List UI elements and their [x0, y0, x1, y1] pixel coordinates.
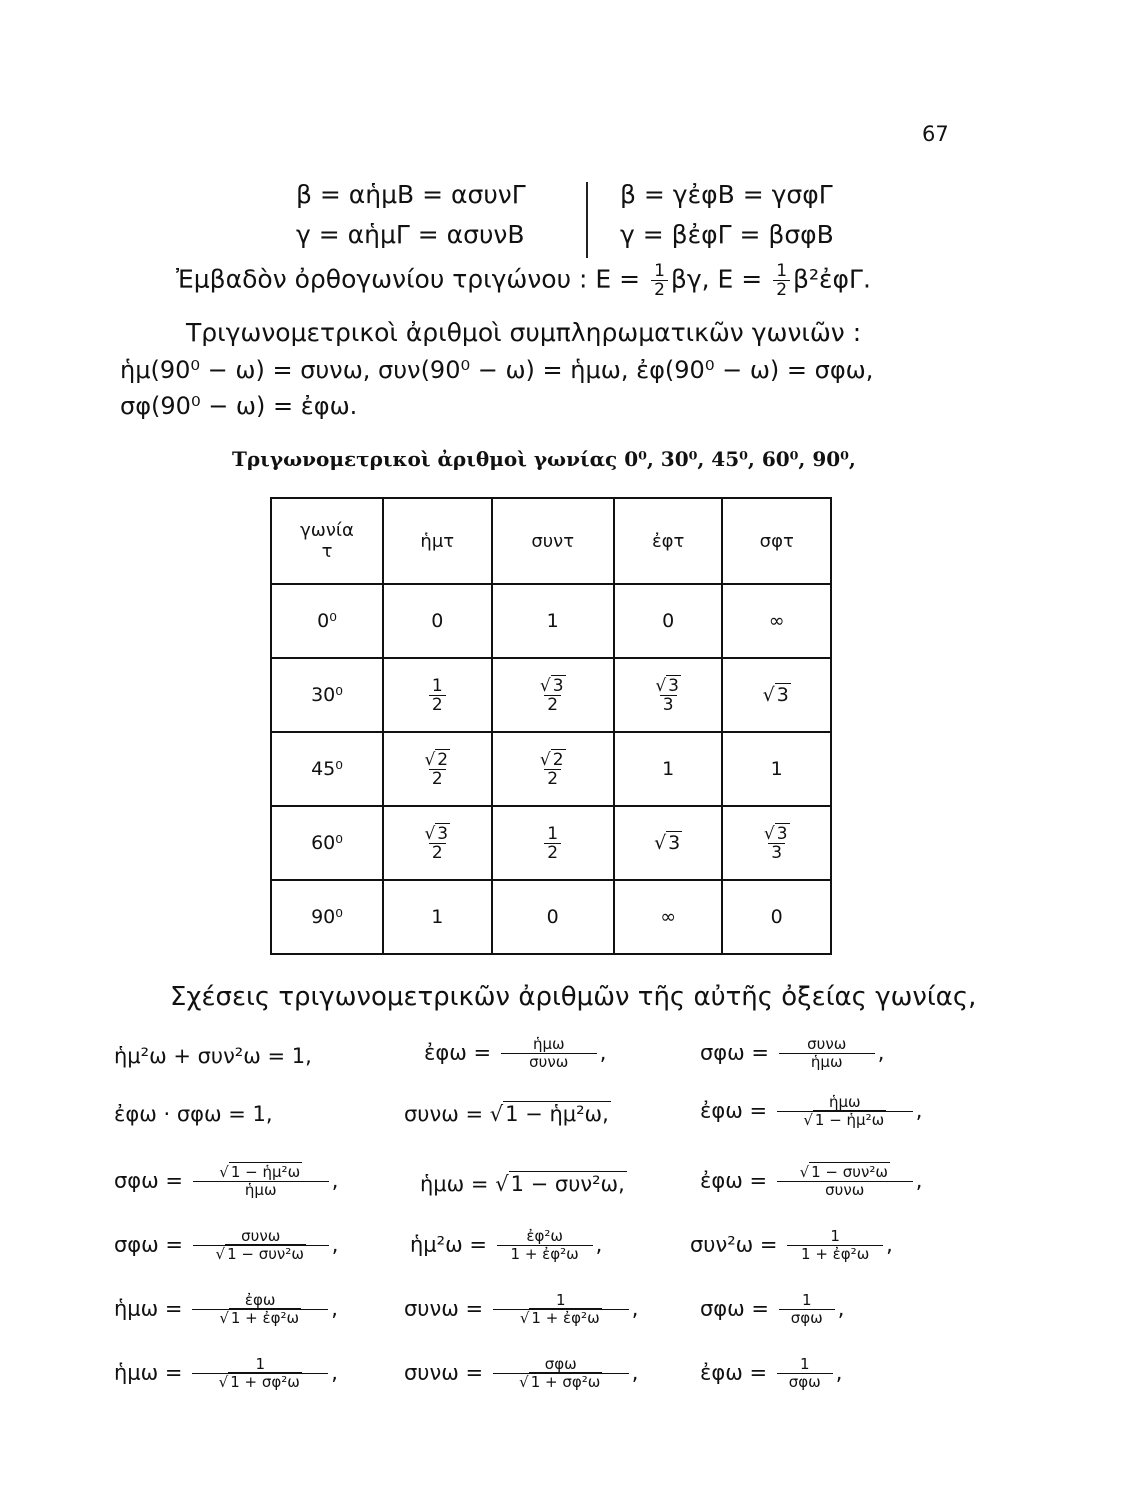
- frac-den: 3: [660, 695, 677, 714]
- fraction: [777, 1356, 833, 1391]
- frac-num: 1: [555, 1291, 566, 1309]
- radicand: 3: [668, 675, 679, 696]
- frac-num: 1: [830, 1227, 840, 1245]
- cell-cot: 1: [722, 732, 831, 806]
- area-e2-lhs: Ε =: [717, 264, 763, 294]
- radicand: 3: [437, 823, 449, 844]
- equation-gamma-left: γ = αἡμΓ = ασυνΒ: [296, 220, 525, 249]
- area-e1-lhs: Ε =: [595, 264, 641, 294]
- cell-cos: [492, 806, 614, 880]
- cell-cos: [492, 732, 614, 806]
- radicand: 1 − συν²ω,: [510, 1172, 625, 1196]
- area-label: Ἐμβαδὸν ὀρθογωνίου τριγώνου :: [176, 264, 588, 294]
- fraction: [779, 1036, 875, 1071]
- radicand: 1 − ἡμ²ω,: [505, 1102, 609, 1126]
- frac-num: √ 1 − ἡμ²ω: [219, 1163, 301, 1181]
- equation-gamma-right: γ = βἐφΓ = βσφΒ: [620, 220, 834, 249]
- header-cot: σφτ: [722, 498, 831, 584]
- radicand: 3: [776, 823, 788, 844]
- cell-angle: 60⁰: [271, 806, 383, 880]
- frac-den: √ 1 − ἡμ²ω: [777, 1111, 913, 1129]
- lhs: ἡμω =: [114, 1296, 183, 1321]
- relation-sin-from-tan: ἡμω = $\frac{\text{ἐφω}}{\text{√ 1 + ἐφ²ω}}$ ,: [114, 1291, 338, 1327]
- header-cos: συντ: [492, 498, 614, 584]
- radicand: 1 − συν²ω: [811, 1163, 888, 1181]
- equation-beta-left: β = αἡμΒ = ασυνΓ: [296, 180, 526, 209]
- relation-cos-from-tan: συνω = $\frac{1}{\text{√ 1 + ἐφ²ω}}$ ,: [404, 1291, 639, 1327]
- lhs: ἡμω =: [420, 1172, 489, 1196]
- cell-tan: [614, 658, 723, 732]
- cell-angle: 30⁰: [271, 658, 383, 732]
- frac-den: ἡμω: [193, 1181, 329, 1199]
- header-sin: ἡμτ: [383, 498, 492, 584]
- column-divider: [586, 182, 588, 258]
- fraction: [537, 677, 569, 714]
- frac-num: συνω: [807, 1035, 847, 1053]
- relation-cos-from-cot: συνω = $\frac{\text{σφω}}{\text{√ 1 + σφ²ω}}$ ,: [404, 1355, 639, 1391]
- frac-num: συνω: [241, 1227, 281, 1245]
- cell-tan: 1: [614, 732, 723, 806]
- frac-num: 1: [799, 1355, 810, 1373]
- area-e2-fraction: [773, 262, 790, 299]
- cell-sin: [383, 732, 492, 806]
- lhs: ἐφω =: [700, 1360, 768, 1385]
- table-row: [271, 584, 831, 658]
- frac-num: √ 1 − συν²ω: [799, 1163, 888, 1181]
- table-header-row: [271, 498, 831, 584]
- fraction: [787, 1228, 883, 1263]
- fraction: [652, 677, 684, 714]
- fraction: [777, 1094, 913, 1129]
- frac-den: 2: [773, 280, 790, 299]
- fraction: [193, 1164, 329, 1199]
- frac-num: ἡμω: [828, 1093, 861, 1111]
- trig-values-table: [270, 497, 832, 955]
- relation-cot-from-sin: σφω = $\frac{\text{√ 1 − ἡμ²ω}}{\text{ἡμω}}$ ,: [114, 1163, 339, 1199]
- lhs: σφω =: [700, 1296, 770, 1321]
- frac-num: 1: [776, 261, 788, 281]
- area-e1-fraction: [651, 262, 668, 299]
- complementary-line-1: ἡμ(90⁰ − ω) = συνω, συν(90⁰ − ω) = ἡμω, ἐφ(90⁰ − ω) = σφω,: [120, 356, 874, 384]
- cell-angle: 45⁰: [271, 732, 383, 806]
- radicand: 1 − ἡμ²ω: [230, 1163, 301, 1181]
- table-row: [271, 806, 831, 880]
- frac-den: συνω: [501, 1053, 597, 1071]
- frac-den: 3: [768, 843, 785, 862]
- lhs: ἐφω =: [424, 1040, 492, 1065]
- frac-num: √ 3: [424, 823, 449, 844]
- fraction: [192, 1292, 328, 1327]
- radicand: 1 − ἡμ²ω: [814, 1111, 885, 1129]
- relation-sin-squared: ἡμ²ω = $\frac{\text{ἐφ²ω}}{\text{1 + ἐφ²ω}}$ ,: [410, 1227, 603, 1263]
- frac-den: √ 1 + σφ²ω: [493, 1373, 629, 1391]
- frac-num: ἐφω: [244, 1291, 276, 1309]
- radicand: 1 + σφ²ω: [230, 1373, 300, 1391]
- header-tan: ἐφτ: [614, 498, 723, 584]
- fraction: [493, 1356, 629, 1391]
- sqrt: √1 − συν²ω,: [495, 1172, 625, 1196]
- header-angle-line1: γωνία: [300, 520, 354, 541]
- fraction: [493, 1292, 629, 1327]
- table-caption: Τριγωνομετρικοὶ ἀριθμοὶ γωνίας 0⁰, 30⁰, 45⁰, 60⁰, 90⁰,: [232, 447, 856, 471]
- frac-den: 2: [429, 843, 446, 862]
- cell-tan: [614, 806, 723, 880]
- lhs: συνω =: [404, 1360, 484, 1385]
- fraction: [761, 825, 793, 862]
- cell-cos: 1: [492, 584, 614, 658]
- frac-den: συνω: [777, 1181, 913, 1199]
- lhs: σφω =: [114, 1232, 184, 1257]
- page-number: 67: [922, 122, 949, 146]
- frac-den: 2: [429, 695, 446, 714]
- fraction: [429, 677, 446, 714]
- cell-cot: ∞: [722, 584, 831, 658]
- complementary-line-2: σφ(90⁰ − ω) = ἐφω.: [120, 392, 358, 420]
- lhs: συνω =: [404, 1102, 484, 1126]
- frac-den: 2: [544, 695, 561, 714]
- fraction: [192, 1356, 328, 1391]
- equation-beta-right: β = γἐφΒ = γσφΓ: [620, 180, 833, 209]
- frac-den: √ 1 + σφ²ω: [192, 1373, 328, 1391]
- frac-den: 2: [651, 280, 668, 299]
- cell-angle: 0⁰: [271, 584, 383, 658]
- frac-num: σφω: [544, 1355, 577, 1373]
- fraction: [777, 1164, 913, 1199]
- frac-num: √ 2: [539, 749, 564, 770]
- fraction: [544, 825, 561, 862]
- complementary-title: Τριγωνομετρικοὶ ἀριθμοὶ συμπληρωματικῶν γωνιῶν :: [186, 318, 862, 347]
- relations-title: Σχέσεις τριγωνομετρικῶν ἀριθμῶν τῆς αὐτῆς ὀξείας γωνίας,: [170, 982, 977, 1012]
- area-e2-rhs: β²ἐφΓ.: [793, 264, 871, 294]
- frac-den: 1 + ἐφ²ω: [497, 1245, 593, 1263]
- frac-den: 1 + ἐφ²ω: [787, 1245, 883, 1263]
- header-angle-line2: τ: [321, 541, 333, 562]
- cell-tan: ∞: [614, 880, 723, 954]
- lhs: ἐφω =: [700, 1168, 768, 1193]
- cell-sin: [383, 658, 492, 732]
- cell-cos: 0: [492, 880, 614, 954]
- lhs: σφω =: [700, 1040, 770, 1065]
- frac-num: √ 2: [424, 749, 449, 770]
- relation-cos-squared: συν²ω = $\frac{1}{\text{1 + ἐφ²ω}}$ ,: [690, 1227, 893, 1263]
- cell-tan: 0: [614, 584, 723, 658]
- radicand: 1 + σφ²ω: [530, 1373, 601, 1391]
- relation-cot-ratio: σφω = $\frac{\text{συνω}}{\text{ἡμω}}$ ,: [700, 1035, 885, 1071]
- frac-num: 1: [255, 1355, 265, 1373]
- cell-sin: 0: [383, 584, 492, 658]
- relation-sin-from-cos: [420, 1172, 627, 1196]
- frac-den: √ 1 + ἐφ²ω: [192, 1309, 328, 1327]
- lhs: συν²ω =: [690, 1232, 778, 1257]
- frac-den: σφω: [777, 1373, 833, 1391]
- frac-den: 2: [429, 769, 446, 788]
- lhs: ἡμω =: [114, 1360, 183, 1385]
- frac-num: √ 3: [539, 675, 564, 696]
- lhs: σφω =: [114, 1168, 184, 1193]
- relation-cot-from-cos: σφω = $\frac{\text{συνω}}{\text{√ 1 − συν²ω}}$ ,: [114, 1227, 339, 1263]
- radicand: 3: [668, 832, 681, 854]
- fraction: [421, 751, 453, 788]
- lhs: συνω =: [404, 1296, 484, 1321]
- lhs: ἐφω =: [700, 1098, 768, 1123]
- frac-den: σφω: [779, 1309, 835, 1327]
- frac-num: ἐφ²ω: [526, 1227, 563, 1245]
- fraction: [421, 825, 453, 862]
- fraction: [497, 1228, 593, 1263]
- frac-num: 1: [654, 261, 665, 281]
- relation-cos-from-sin: [404, 1102, 611, 1126]
- frac-num: 1: [801, 1291, 812, 1309]
- table-row: [271, 732, 831, 806]
- cell-cot: [722, 806, 831, 880]
- radicand: 3: [776, 684, 789, 706]
- fraction: [537, 751, 569, 788]
- cell-angle: 90⁰: [271, 880, 383, 954]
- cell-cot: 0: [722, 880, 831, 954]
- lhs: ἡμ²ω =: [410, 1232, 487, 1257]
- radicand: 1 + ἐφ²ω: [230, 1309, 300, 1327]
- frac-den: √ 1 + ἐφ²ω: [493, 1309, 629, 1327]
- relation-cot-reciprocal: σφω = $\frac{1}{\text{σφω}}$ ,: [700, 1291, 845, 1327]
- radicand: 2: [437, 749, 449, 770]
- cell-cot: [722, 658, 831, 732]
- relation-tan-from-sin: ἐφω = $\frac{\text{ἡμω}}{\text{√ 1 − ἡμ²ω}}$ ,: [700, 1093, 923, 1129]
- radicand: 2: [552, 749, 564, 770]
- frac-num: √ 3: [655, 675, 679, 696]
- frac-num: ἡμω: [532, 1035, 565, 1053]
- cell-cos: [492, 658, 614, 732]
- fraction: [501, 1036, 597, 1071]
- table-row: [271, 880, 831, 954]
- cell-sin: [383, 806, 492, 880]
- relation-pythagorean: ἡμ²ω + συν²ω = 1,: [114, 1044, 312, 1068]
- sqrt: √1 − ἡμ²ω,: [489, 1102, 609, 1126]
- area-e1-rhs: βγ,: [670, 264, 710, 294]
- frac-num: 1: [431, 675, 443, 696]
- relation-tan-cot-product: ἐφω · σφω = 1,: [114, 1102, 273, 1126]
- relation-tan-reciprocal: ἐφω = $\frac{1}{\text{σφω}}$ ,: [700, 1355, 843, 1391]
- table-row: [271, 658, 831, 732]
- sqrt: √ 3: [762, 684, 789, 706]
- fraction: [779, 1292, 835, 1327]
- relation-tan-ratio: ἐφω = $\frac{\text{ἡμω}}{\text{συνω}}$ ,: [424, 1035, 607, 1071]
- relation-sin-from-cot: ἡμω = $\frac{1}{\text{√ 1 + σφ²ω}}$ ,: [114, 1355, 338, 1391]
- radicand: 1 + ἐφ²ω: [531, 1309, 600, 1327]
- header-angle: [271, 498, 383, 584]
- frac-den: 2: [544, 769, 561, 788]
- area-formula-line: [176, 262, 871, 299]
- fraction: [193, 1228, 329, 1263]
- frac-den: √ 1 − συν²ω: [193, 1245, 329, 1263]
- frac-den: ἡμω: [779, 1053, 875, 1071]
- sqrt: √ 3: [654, 832, 681, 854]
- relation-tan-from-cos: ἐφω = $\frac{\text{√ 1 − συν²ω}}{\text{συνω}}$ ,: [700, 1163, 923, 1199]
- frac-num: √ 3: [763, 823, 788, 844]
- radicand: 1 − συν²ω: [227, 1245, 304, 1263]
- cell-sin: 1: [383, 880, 492, 954]
- frac-den: 2: [544, 843, 561, 862]
- radicand: 3: [552, 675, 564, 696]
- frac-num: 1: [547, 823, 559, 844]
